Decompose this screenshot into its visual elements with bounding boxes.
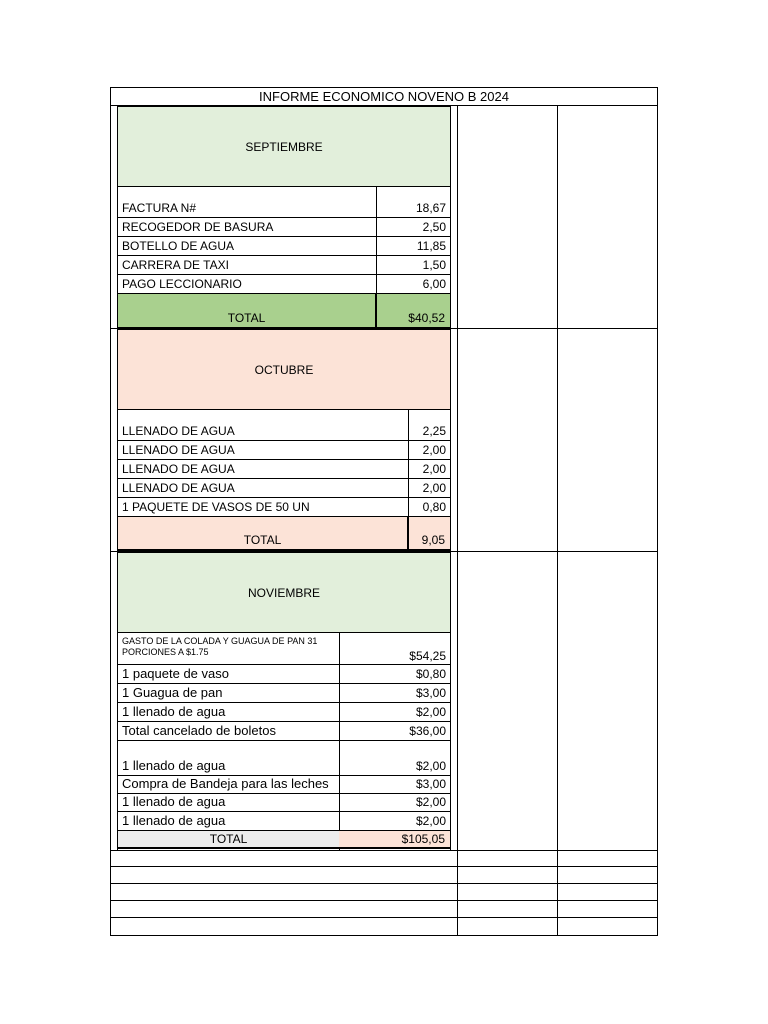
table-row [117, 459, 451, 478]
total-label: TOTAL [227, 311, 266, 325]
table-row [117, 721, 451, 740]
total-label-cell [117, 830, 339, 849]
row-label: LLENADO DE AGUA [122, 424, 235, 438]
month-title: SEPTIEMBRE [245, 139, 323, 154]
row-value: 2,00 [422, 443, 446, 457]
row-label: 1 paquete de vaso [122, 666, 229, 681]
row-value: $2,00 [415, 759, 446, 773]
table-row [117, 255, 451, 274]
row-label: 1 llenado de agua [122, 794, 226, 809]
total-value-cell [408, 516, 451, 551]
total-value: 9,05 [421, 533, 445, 547]
row-label: 1 Guagua de pan [122, 685, 223, 700]
table-row [117, 702, 451, 721]
row-label: CARRERA DE TAXI [122, 258, 229, 272]
row-value: $2,00 [415, 814, 446, 828]
table-row [117, 793, 451, 811]
row-value: $3,00 [415, 686, 446, 700]
report-title: INFORME ECONOMICO NOVENO B 2024 [110, 87, 658, 106]
total-value-cell [376, 293, 451, 328]
row-label: LLENADO DE AGUA [122, 481, 235, 495]
row-label: 1 PAQUETE DE VASOS DE 50 UN [122, 500, 310, 514]
row-label: LLENADO DE AGUA [122, 462, 235, 476]
month-header-noviembre [117, 552, 451, 633]
empty-row-line [110, 883, 658, 884]
table-row [117, 775, 451, 793]
empty-row-line [110, 917, 658, 918]
table-row [117, 217, 451, 236]
month-title: OCTUBRE [254, 362, 314, 377]
month-header-septiembre [117, 106, 451, 187]
row-label: 1 llenado de agua [122, 704, 226, 719]
total-label: TOTAL [243, 533, 282, 547]
empty-row-line [110, 900, 658, 901]
table-row [117, 740, 451, 775]
table-row [117, 664, 451, 683]
row-value: 2,00 [422, 462, 446, 476]
empty-row-line [110, 866, 658, 867]
row-value: 18,67 [415, 201, 446, 215]
row-value: $3,00 [415, 777, 446, 791]
month-header-octubre [117, 329, 451, 410]
total-value: $40,52 [408, 311, 445, 325]
grid-column-line [457, 106, 458, 936]
row-label: LLENADO DE AGUA [122, 443, 235, 457]
table-row [117, 421, 451, 440]
row-label: 1 llenado de agua [122, 758, 226, 773]
row-label: PAGO LECCIONARIO [122, 277, 242, 291]
row-value: $54,25 [409, 649, 446, 663]
table-row [117, 811, 451, 830]
total-label-cell [117, 516, 408, 551]
table-row [117, 198, 451, 217]
row-label: Compra de Bandeja para las leches [122, 776, 329, 791]
total-label: TOTAL [209, 832, 248, 846]
table-row [117, 497, 451, 516]
row-value: $2,00 [415, 705, 446, 719]
row-value: 1,50 [422, 258, 446, 272]
row-value: 2,50 [422, 220, 446, 234]
table-row [117, 683, 451, 702]
total-value: $105,05 [401, 832, 445, 846]
row-value: $2,00 [415, 795, 446, 809]
row-value: 2,25 [422, 424, 446, 438]
row-label: 1 llenado de agua [122, 813, 226, 828]
table-row-label [117, 633, 339, 664]
table-row-value [339, 633, 451, 664]
total-label-cell [117, 293, 376, 328]
empty-row-line [110, 850, 658, 851]
table-row [117, 440, 451, 459]
row-value: $36,00 [409, 724, 446, 738]
row-label: FACTURA N# [122, 201, 197, 215]
table-row [117, 478, 451, 497]
row-label: RECOGEDOR DE BASURA [122, 220, 274, 234]
row-label: GASTO DE LA COLADA Y GUAGUA DE PAN 31 PORCIONES A $1.75 [122, 636, 318, 657]
row-value: 2,00 [422, 481, 446, 495]
row-label: BOTELLO DE AGUA [122, 239, 235, 253]
total-value-cell [339, 830, 451, 849]
grid-column-line [557, 106, 558, 936]
row-value: $0,80 [415, 667, 446, 681]
row-value: 11,85 [416, 239, 446, 253]
row-value: 6,00 [422, 277, 446, 291]
table-row [117, 274, 451, 293]
row-value: 0,80 [422, 500, 446, 514]
row-label: Total cancelado de boletos [122, 723, 276, 738]
table-row [117, 236, 451, 255]
month-title: NOVIEMBRE [247, 585, 320, 600]
